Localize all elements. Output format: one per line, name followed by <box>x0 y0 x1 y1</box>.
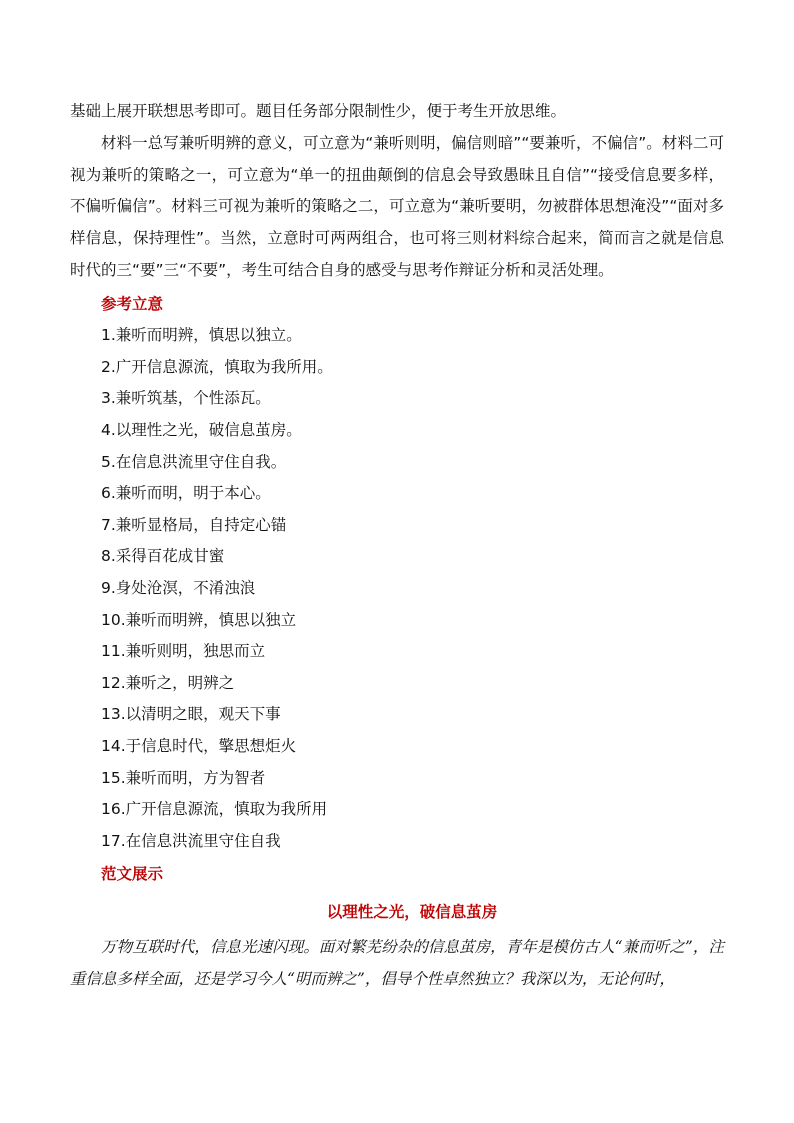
list-item: 7.兼听显格局，自持定心锚 <box>101 515 287 534</box>
reference-list <box>70 320 724 857</box>
list-item: 6.兼听而明，明于本心。 <box>101 484 271 503</box>
list-item: 10.兼听而明辨，慎思以独立 <box>101 610 297 629</box>
analysis-paragraph: 材料一总写兼听明辨的意义，可立意为“兼听则明，偏信则暗”“要兼听，不偏信”。材料二可视为兼听的策略之一，可立意为“单一的扭曲颠倒的信息会导致愚昧且自信”“接受信息要多样，不偏听偏信”。材料三可视为兼听的策略之二，可立意为“兼听要明，勿被群体思想淹没”“面对多样信息，保持理性”。当然，立意时可两两组合，也可将三则材料综合起来，简而言之就是信息时代的三“要”三“不要”，考生可结合自身的感受与思考作辩证分析和灵活处理。 <box>70 133 724 279</box>
list-item: 5.在信息洪流里守住自我。 <box>101 452 287 471</box>
sample-heading: 范文展示 <box>101 865 164 884</box>
essay-title: 以理性之光，破信息茧房 <box>326 902 498 921</box>
list-item: 1.兼听而明辨，慎思以独立。 <box>101 326 302 345</box>
list-item: 9.身处沧溟，不淆浊浪 <box>101 579 256 598</box>
list-item: 4.以理性之光，破信息茧房。 <box>101 421 302 440</box>
list-item: 15.兼听而明，方为智者 <box>101 768 266 787</box>
list-item: 17.在信息洪流里守住自我 <box>101 831 281 850</box>
list-item: 11.兼听则明，独思而立 <box>101 642 266 661</box>
list-item: 8.采得百花成甘蜜 <box>101 547 225 566</box>
intro-paragraph: 基础上展开联想思考即可。题目任务部分限制性少，便于考生开放思维。 <box>70 102 567 120</box>
list-item: 12.兼听之，明辨之 <box>101 673 235 692</box>
list-item: 14.于信息时代，擎思想炬火 <box>101 737 297 755</box>
list-item: 16.广开信息源流，慎取为我所用 <box>101 800 328 819</box>
reference-heading: 参考立意 <box>101 294 164 313</box>
essay-body: 万物互联时代，信息光速闪现。面对繁芜纷杂的信息茧房，青年是模仿古人“兼而听之”，注重信息多样全面，还是学习今人“明而辨之”，倡导个性卓然独立？我深以为，无论何时， <box>70 937 724 989</box>
list-item: 3.兼听筑基，个性添瓦。 <box>101 389 271 408</box>
list-item: 2.广开信息源流，慎取为我所用。 <box>101 357 333 376</box>
list-item: 13.以清明之眼，观天下事 <box>101 705 281 724</box>
